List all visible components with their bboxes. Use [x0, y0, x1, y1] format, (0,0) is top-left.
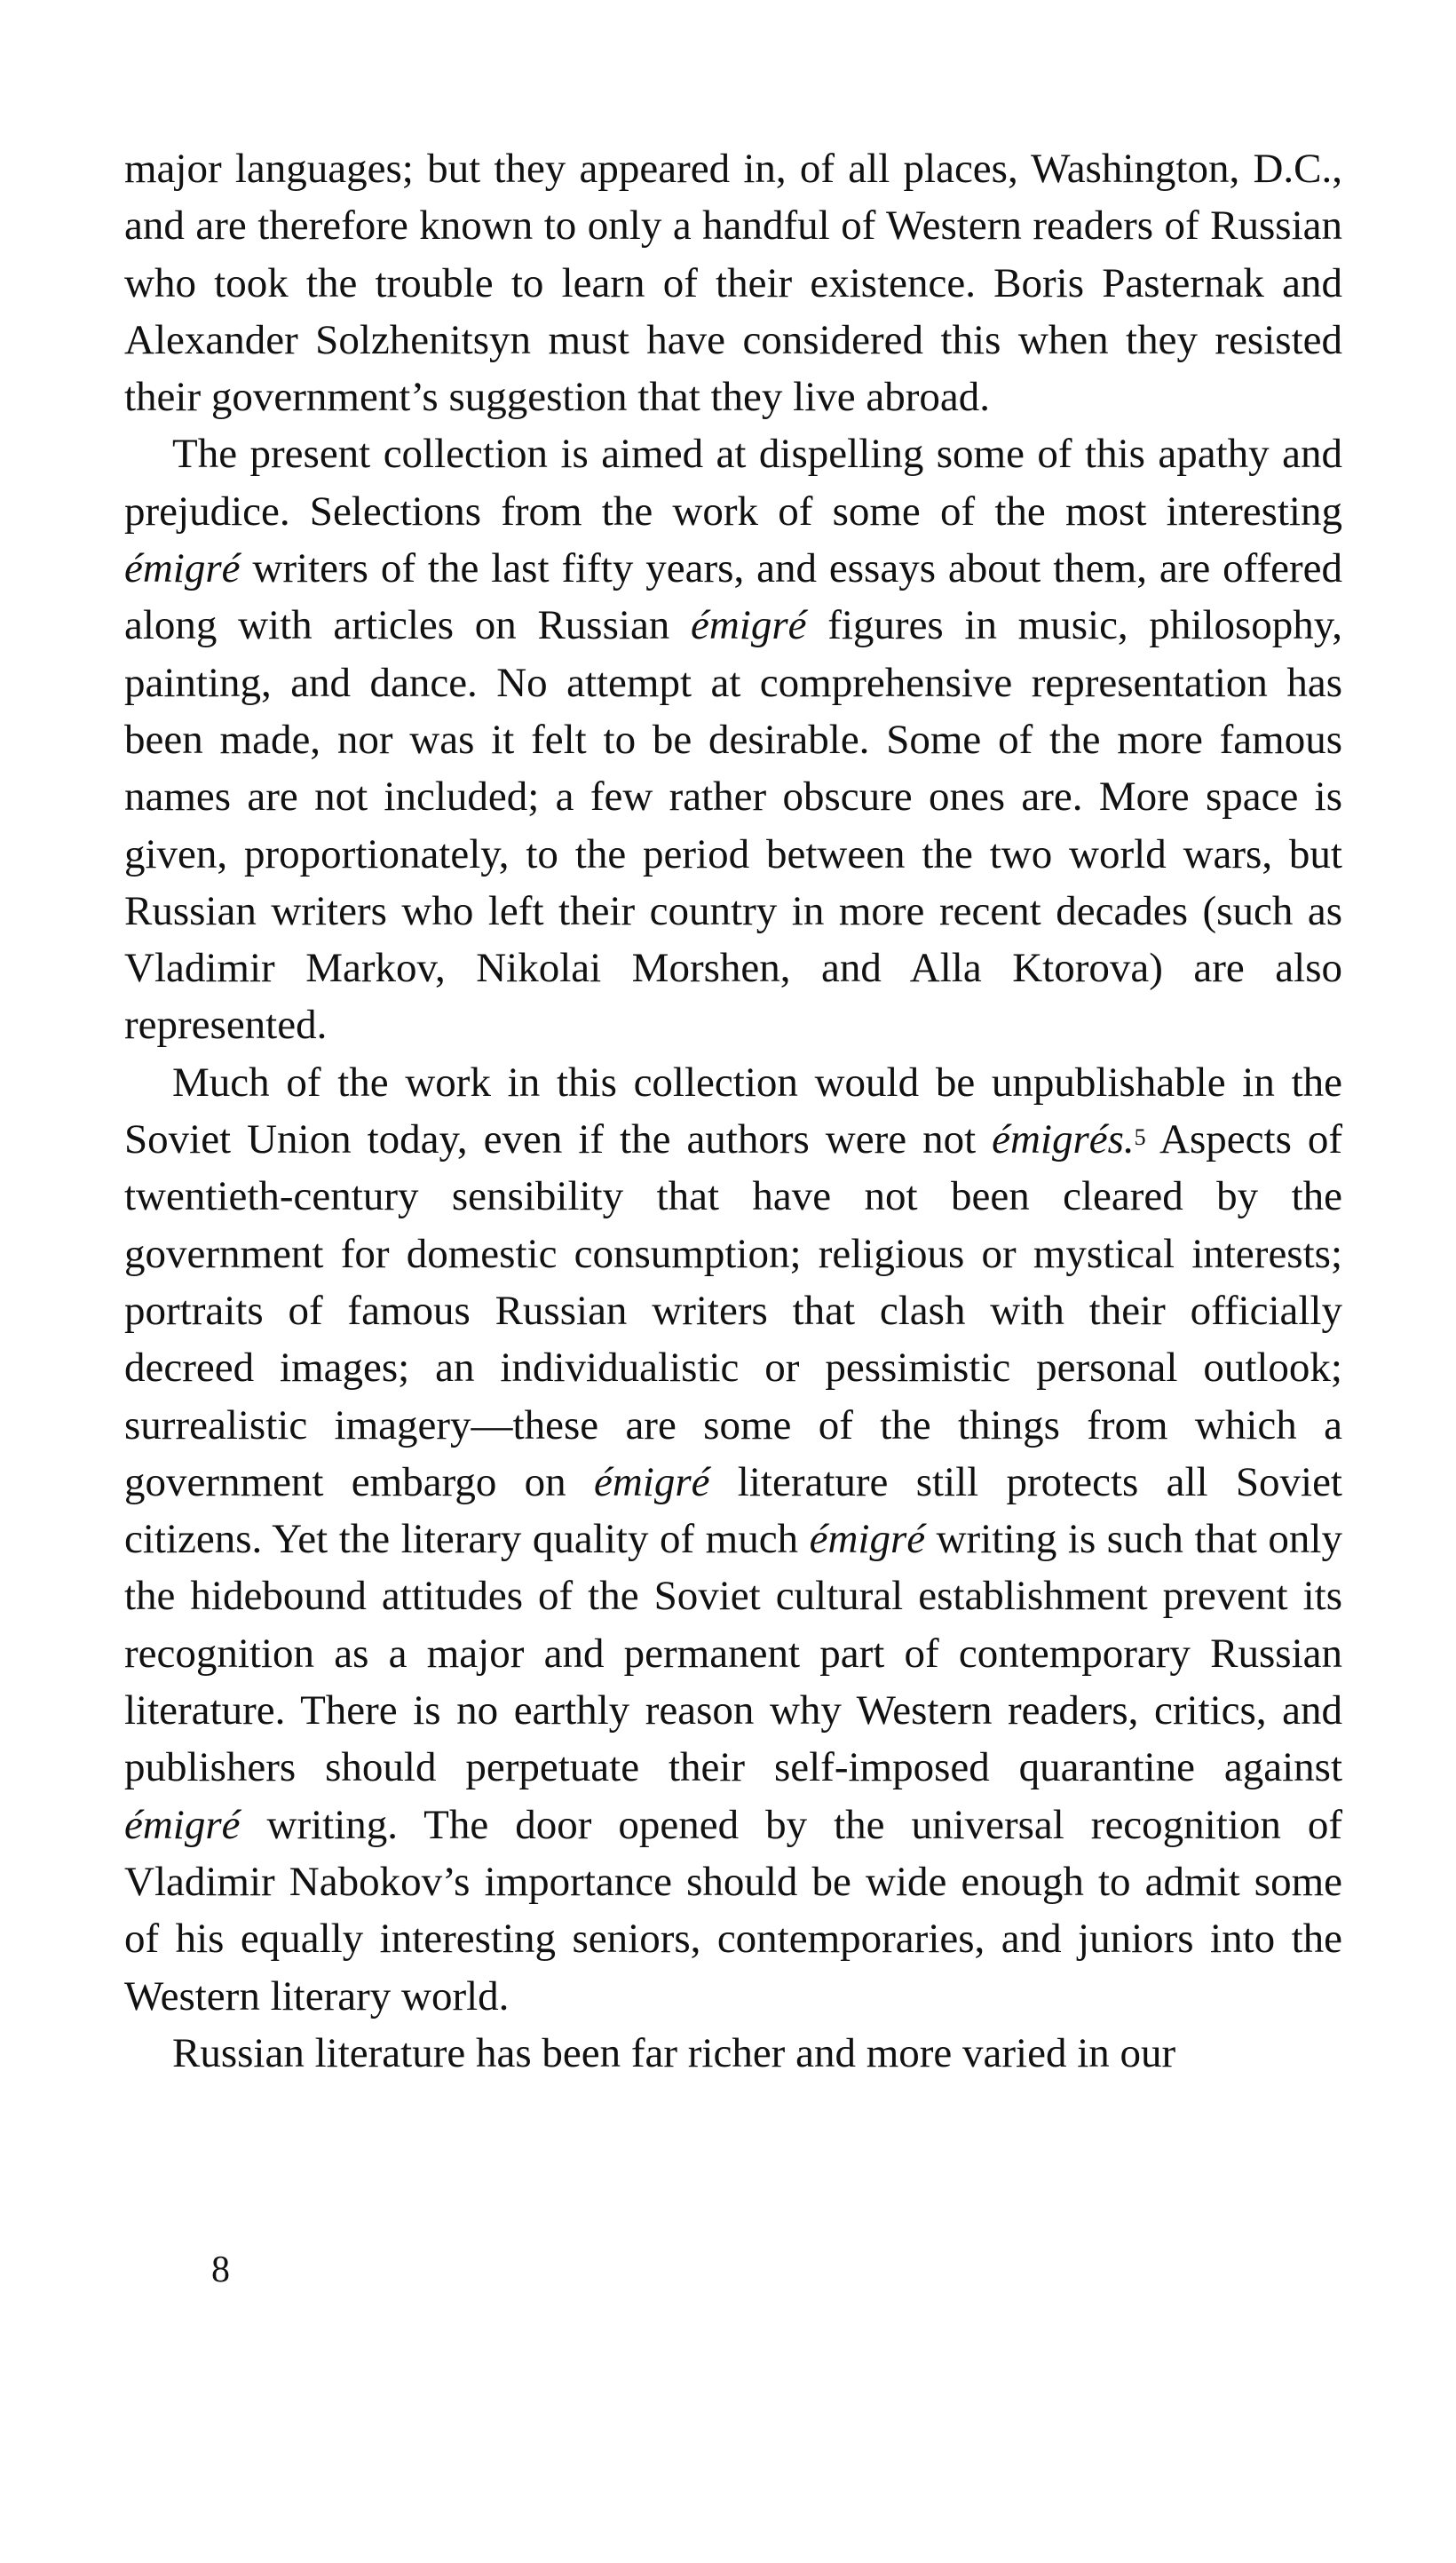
paragraph-russian-literature [124, 2025, 1342, 2082]
text-run: Aspects of twentieth-century sensibility that have not been cleared by the government for domestic consumption; religious or mystical interests; portraits of famous Russian writers that clash with their officially decreed images; an individualistic or pessimistic personal outlook; surrealistic imagery—these are some of the things from which a government embargo on [124, 1116, 1342, 1505]
text-run: writing. The door opened by the universal recognition of Vladimir Nabokov’s importance should be wide enough to admit some of his equally interesting seniors, contemporaries, and juniors into the Western literary world. [124, 1801, 1342, 2019]
italic-term: émigré [691, 602, 807, 649]
text-run: Russian literature has been far richer and more varied in our [172, 2029, 1176, 2076]
paragraph-present-collection [124, 425, 1342, 1053]
text-run: writers of the last fifty years, and essays about them, are offered along with articles on Russian [124, 545, 1342, 649]
text-run: The present collection is aimed at dispelling some of this apathy and prejudice. Selections from the work of some of the most interesting [124, 431, 1342, 535]
text-run: writing is such that only the hidebound attitudes of the Soviet cultural establishment prevent its recognition as a major and permanent part of contemporary Russian literature. There is no earthly reason why Western readers, critics, and publishers should perpetuate their self-imposed quarantine against [124, 1516, 1342, 1791]
paragraph-unpublishable [124, 1054, 1342, 2025]
italic-term: émigré [124, 1801, 241, 1848]
text-run: Much of the work in this collection would be unpublishable in the Soviet Union today, even if the authors were not [124, 1059, 1342, 1163]
italic-term: émigrés. [992, 1116, 1135, 1163]
footnote-reference: 5 [1134, 1124, 1146, 1151]
italic-term: émigré [593, 1458, 710, 1505]
paragraph-continued [124, 140, 1342, 425]
text-run: major languages; but they appeared in, of all places, Washington, D.C., and are therefore known to only a handful of Western readers of Russian who took the trouble to learn of their existence. Boris Pasternak and Alexander Solzhenitsyn must have considered this when they resisted their government’s suggestion that they live abroad. [124, 146, 1342, 421]
body-text [124, 140, 1342, 2082]
page-number: 8 [211, 2250, 230, 2290]
italic-term: émigré [809, 1516, 926, 1563]
text-run: figures in music, philosophy, painting, and dance. No attempt at comprehensive representation has been made, nor was it felt to be desirable. Some of the more famous names are not included; a few rather obscure ones are. More space is given, proportionately, to the period between the two world wars, but Russian writers who left their country in more recent decades (such as Vladimir Markov, Nikolai Morshen, and Alla Ktorova) are also represented. [124, 602, 1342, 1049]
text-run: literature still protects all Soviet citizens. Yet the literary quality of much [124, 1458, 1342, 1563]
italic-term: émigré [124, 545, 241, 592]
